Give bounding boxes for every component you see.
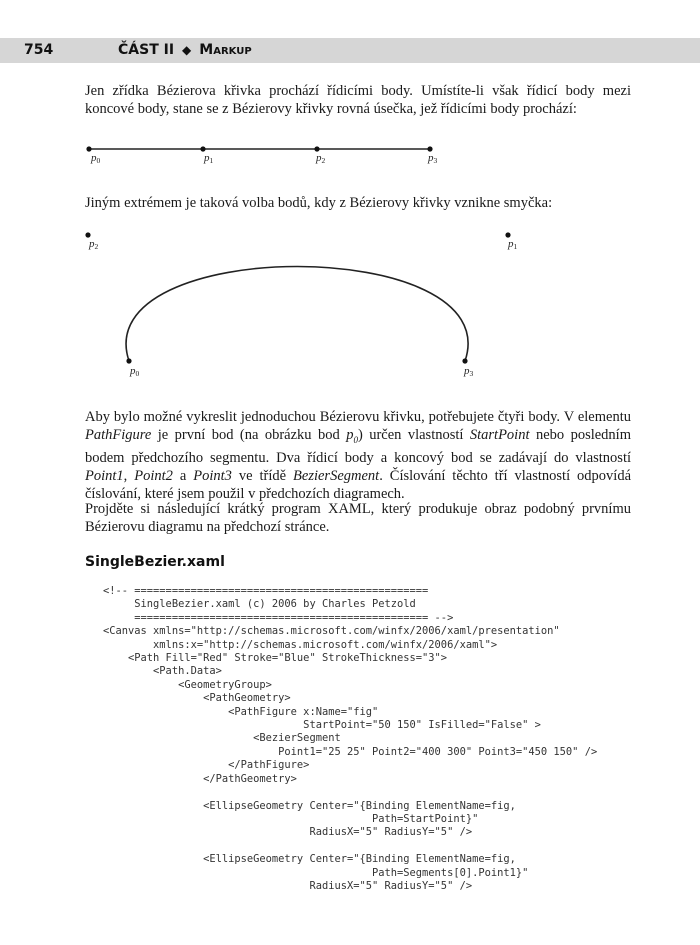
point-p3 [462,358,467,363]
label-p3: p3 [464,365,474,378]
label-p1: p1 [508,238,518,251]
point-p0 [126,358,131,363]
paragraph-2: Jiným extrémem je taková volba bodů, kdy z Bézierovy křivky vznikne smyčka: [85,195,553,211]
point-p2 [85,232,90,237]
listing-title: SingleBezier.xaml [85,554,225,570]
page-number: 754 [24,42,54,58]
point-p1 [505,232,510,237]
chapter-label: Markup [199,42,252,58]
label-p3: p3 [428,152,438,165]
label-p2: p2 [316,152,326,165]
diamond-icon: ◆ [182,43,192,57]
label-p0: p0 [130,365,140,378]
label-p2: p2 [89,238,99,251]
paragraph-3: Aby bylo možné vykreslit jednoduchou Bézierovu křivku, potřebujete čtyři body. V elementu PathFigure je první bod (na obrázku bod $p_0$) určen vlastností StartPoint nebo posledním bodem předchozího segmentu. Dva řídicí body a koncový bod se zadávají do vlastností Point1, Point2 a Point3 ve třídě BezierSegment. Číslování těchto tří vlastností odpovídá číslování, které jsem použil v předchozích diagramech. [85,409,632,502]
paragraph-1: Jen zřídka Bézierova křivka prochází řídicími body. Umístíte-li však řídicí body mezi koncové body, stane se z Bézierovy křivky rovná úsečka, jež řídicími body prochází: [85,83,631,117]
part-label: ČÁST II [118,42,175,58]
label-p1: p1 [204,152,214,165]
paragraph-4: Projděte si následující krátký program XAML, který produkuje obraz podobný prvnímu Bézierovu diagramu na předchozí stránce. [85,501,631,535]
label-p0: p0 [91,152,101,165]
code-listing: <!-- =============================================== SingleBezier.xaml (c) 2006 by Charles Petzold =============================================== --> <Canvas xmlns="http://schemas.microsoft.com/winfx/2006/xaml/presentation" xmlns:x="http://schemas.microsoft.com/winfx/2006/xaml"> <Path Fill="Red" Stroke="Blue" StrokeThickness="3"> <Path.Data> <GeometryGroup> <PathGeometry> <PathFigure x:Name="fig" StartPoint="50 150" IsFilled="False" > <BezierSegment Point1="25 25" Point2="400 300" Point3="450 150" /> </PathFigure> </PathGeometry> <EllipseGeometry Center="{Binding ElementName=fig, Path=StartPoint}" RadiusX="5" RadiusY="5" /> <EllipseGeometry Center="{Binding ElementName=fig, Path=Segments[0].Point1}" RadiusX="5" RadiusY="5" /> [103,585,598,892]
bezier-loop-curve [126,267,468,362]
